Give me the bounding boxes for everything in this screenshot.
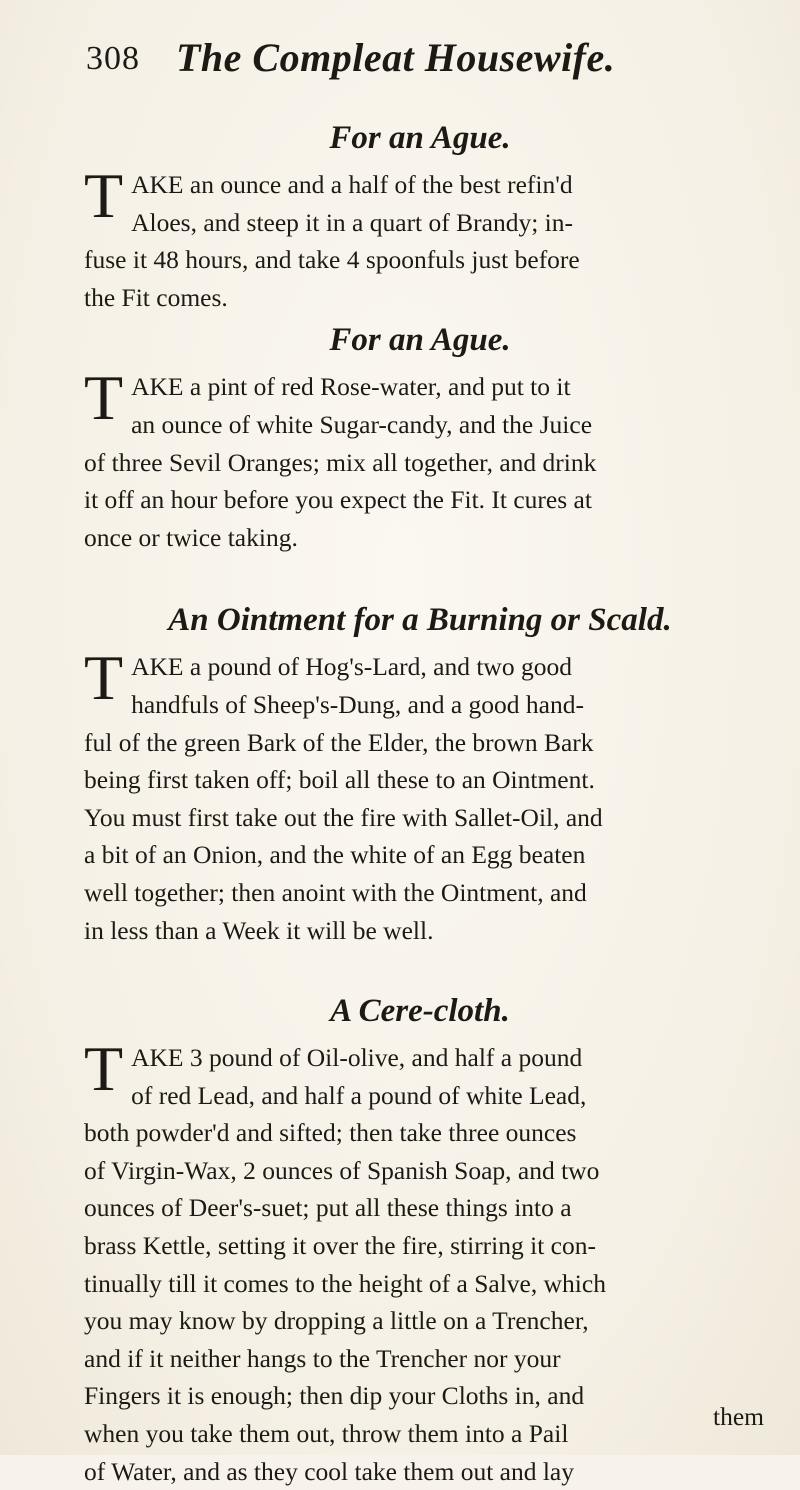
text-line: well together; then anoint with the Ointment, and [84, 877, 587, 907]
text-line: of three Sevil Oranges; mix all together, and drink [84, 447, 597, 477]
text-line: and if it neither hangs to the Trencher nor your [84, 1343, 561, 1373]
text-line: of Water, and as they cool take them out and lay [84, 1456, 575, 1486]
text-line: when you take them out, throw them into a Pail [84, 1419, 569, 1449]
page-number: 308 [86, 40, 140, 77]
text-line: AKE 3 pound of Oil-olive, and half a pound [131, 1043, 583, 1073]
book-title: The Compleat Housewife. [176, 35, 616, 80]
text-line: AKE a pint of red Rose-water, and put to it [131, 372, 571, 402]
text-line: it off an hour before you expect the Fit. It cures at [84, 485, 592, 515]
text-line: the Fit comes. [84, 282, 228, 312]
text-line: an ounce of white Sugar-candy, and the Juice [131, 409, 593, 439]
running-head [86, 34, 746, 84]
text-line: Aloes, and steep it in a quart of Brandy; in- [131, 207, 573, 237]
text-line: ful of the green Bark of the Elder, the brown Bark [84, 727, 594, 757]
page-content [84, 118, 756, 1490]
recipe-body-ague-1 [84, 160, 756, 316]
text-line: ounces of Deer's-suet; put all these things into a [84, 1193, 572, 1223]
recipe-body-ague-2 [84, 362, 756, 556]
recipe-body-ointment [84, 642, 756, 949]
text-line: both powder'd and sifted; then take three ounces [84, 1118, 577, 1148]
text-line: in less than a Week it will be well. [84, 915, 434, 945]
text-line: you may know by dropping a little on a Trencher, [84, 1306, 589, 1336]
drop-cap: T [84, 362, 124, 434]
drop-cap: T [84, 160, 124, 231]
drop-cap: T [84, 1033, 124, 1105]
text-line: fuse it 48 hours, and take 4 spoonfuls just before [84, 245, 580, 275]
recipe-heading-ague-2: For an Ague. [329, 322, 511, 359]
text-line: AKE an ouncе and a half of the best refin'd [131, 170, 573, 199]
recipe-heading-ague-1: For an Ague. [329, 120, 511, 156]
text-line: being first taken off; boil all these to an Ointment. [84, 765, 595, 795]
text-line: You must first take out the fire with Sallet-Oil, and [84, 802, 603, 832]
text-line: handfuls of Sheep's-Dung, and a good hand- [131, 689, 584, 719]
text-line: Fingers it is enough; then dip your Cloths in, and [84, 1381, 585, 1411]
text-line: tinually till it comes to the height of a Salve, which [84, 1268, 606, 1298]
recipe-heading-ointment: An Ointment for a Burning or Scald. [168, 602, 672, 639]
text-line: a bit of an Onion, and the white of an Egg beaten [84, 840, 586, 870]
text-line: AKE a pound of Hog's-Lard, and two good [131, 652, 572, 682]
recipe-heading-cere-cloth: A Cere-cloth. [330, 993, 510, 1030]
text-line: of red Lead, and half a pound of white Lead, [131, 1080, 587, 1110]
recipe-body-cere-cloth [84, 1033, 756, 1490]
text-line: brass Kettle, setting it over the fire, stirring it con- [84, 1231, 596, 1261]
drop-cap: T [84, 642, 124, 714]
text-line: once or twice taking. [84, 522, 298, 552]
catchword: them [713, 1402, 764, 1431]
text-line: of Virgin-Wax, 2 ounces of Spanish Soap, and two [84, 1155, 600, 1185]
